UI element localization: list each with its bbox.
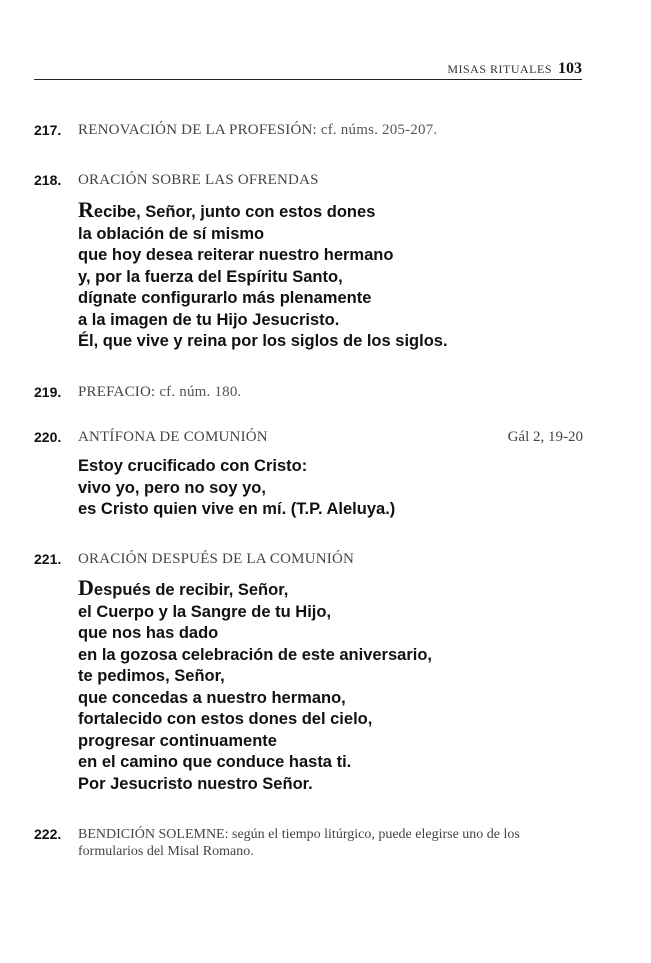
section-title: MISAS RITUALES xyxy=(447,62,552,76)
item-number: 222. xyxy=(34,826,62,842)
item-heading xyxy=(78,384,242,401)
prayer-line: Recibe, Señor, junto con estos dones xyxy=(78,197,376,222)
item-heading: ORACIÓN SOBRE LAS OFRENDAS xyxy=(78,172,319,188)
prayer-line: Él, que vive y reina por los siglos de los siglos. xyxy=(78,332,448,350)
item-heading: ORACIÓN DESPUÉS DE LA COMUNIÓN xyxy=(78,551,355,567)
heading-text: PREFACIO: xyxy=(78,384,156,400)
prayer-offerings xyxy=(78,199,598,353)
prayer-line: que nos has dado xyxy=(78,624,219,642)
prayer-line: Después de recibir, Señor, xyxy=(78,575,289,600)
item-number: 219. xyxy=(34,384,62,400)
item-heading: ANTÍFONA DE COMUNIÓN xyxy=(78,429,268,445)
prayer-line: en la gozosa celebración de este aniversario, xyxy=(78,645,432,664)
prayer-line: que concedas a nuestro hermano, xyxy=(78,688,346,707)
prayer-after-communion xyxy=(78,577,598,795)
running-head xyxy=(447,60,582,78)
item-number: 221. xyxy=(34,551,62,567)
prayer-line: en el camino que conduce hasta ti. xyxy=(78,753,352,771)
header-rule xyxy=(34,79,582,80)
prayer-line: fortalecido con estos dones del cielo, xyxy=(78,710,373,728)
blessing-paragraph xyxy=(78,826,588,860)
heading-reference: cf. núms. 205-207. xyxy=(320,122,438,138)
item-number: 218. xyxy=(34,172,62,188)
page-number: 103 xyxy=(558,60,582,77)
prayer-line: Por Jesucristo nuestro Señor. xyxy=(78,774,313,793)
prayer-line: Estoy crucificado con Cristo: xyxy=(78,457,308,475)
blessing-text: según el tiempo litúrgico, puede elegirse uno de los formularios del Misal Romano. xyxy=(78,827,520,859)
prayer-line: y, por la fuerza del Espíritu Santo, xyxy=(78,267,343,286)
item-number: 220. xyxy=(34,429,62,445)
drop-initial: D xyxy=(78,575,94,600)
communion-antiphon xyxy=(78,456,598,521)
drop-initial: R xyxy=(78,197,94,222)
page-header xyxy=(34,60,582,80)
prayer-line: progresar continuamente xyxy=(78,731,277,750)
prayer-line: te pedimos, Señor, xyxy=(78,667,225,685)
prayer-line: a la imagen de tu Hijo Jesucristo. xyxy=(78,310,340,329)
prayer-line: que hoy desea reiterar nuestro hermano xyxy=(78,246,394,264)
heading-reference: cf. núm. 180. xyxy=(159,384,242,400)
prayer-line: es Cristo quien vive en mí. (T.P. Aleluya.) xyxy=(78,500,396,518)
scripture-reference: Gál 2, 19-20 xyxy=(507,429,583,445)
prayer-line: el Cuerpo y la Sangre de tu Hijo, xyxy=(78,602,332,621)
item-heading xyxy=(78,122,437,139)
prayer-line: dígnate configurarlo más plenamente xyxy=(78,289,372,307)
heading-text: RENOVACIÓN DE LA PROFESIÓN: xyxy=(78,122,317,138)
heading-text: BENDICIÓN SOLEMNE: xyxy=(78,827,229,842)
item-number: 217. xyxy=(34,122,62,138)
prayer-line: vivo yo, pero no soy yo, xyxy=(78,478,266,497)
prayer-line: la oblación de sí mismo xyxy=(78,224,265,243)
